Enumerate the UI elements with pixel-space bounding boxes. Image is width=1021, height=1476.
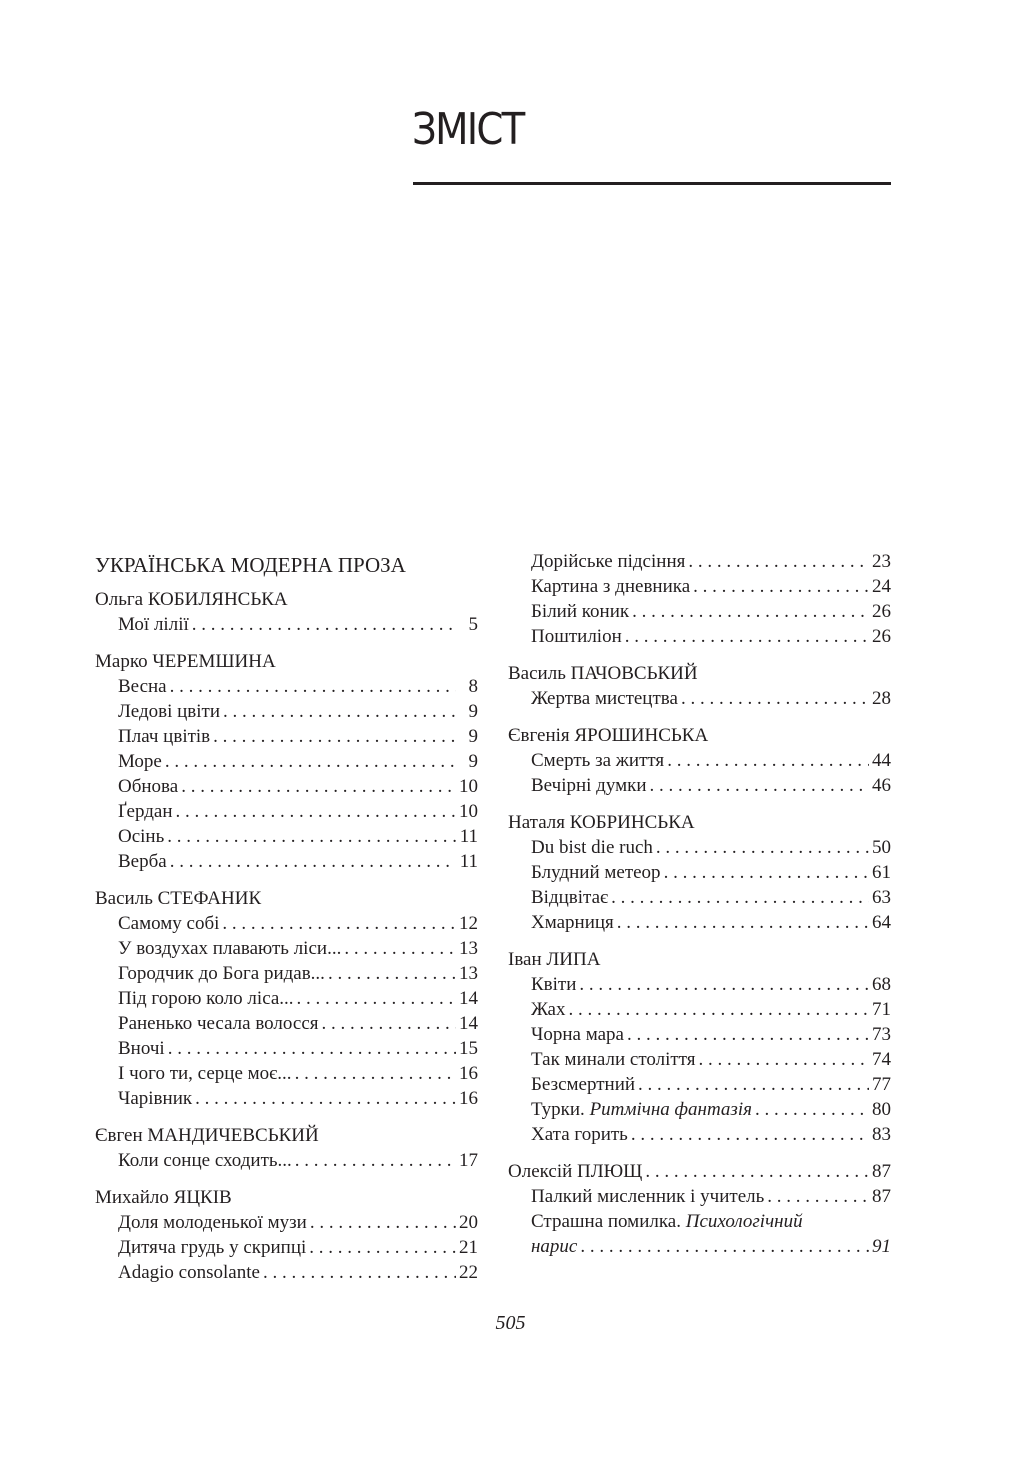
entry-page: 87	[872, 1186, 891, 1207]
entry-title	[531, 686, 678, 711]
entry-title	[118, 1086, 192, 1111]
toc-entry[interactable]	[118, 1260, 478, 1285]
author-name: Марко ЧЕРЕМШИНА	[95, 651, 276, 672]
entry-page: 74	[872, 1049, 891, 1070]
entry-title	[118, 986, 294, 1011]
dot-leader	[341, 936, 456, 961]
entry-title	[118, 911, 219, 936]
entry-title	[531, 835, 653, 860]
toc-entry[interactable]	[531, 885, 891, 910]
toc-entry[interactable]	[118, 1210, 478, 1235]
dot-leader	[164, 824, 456, 849]
entry-title-text: Дорійське підсіння	[531, 551, 686, 572]
entry-title-text: Самому собі	[118, 913, 220, 934]
section-title: УКРАЇНСЬКА МОДЕРНА ПРОЗА	[95, 553, 406, 577]
dot-leader	[628, 1122, 869, 1147]
author-group	[95, 886, 478, 1111]
entry-title	[118, 961, 325, 986]
author-group	[95, 1123, 478, 1173]
entry-page: 91	[872, 1236, 891, 1257]
entry-title	[531, 885, 608, 910]
dot-leader	[325, 961, 456, 986]
entry-page: 9	[468, 701, 478, 722]
entry-page: 22	[459, 1262, 478, 1283]
toc-entry[interactable]	[531, 835, 891, 860]
entry-page: 20	[459, 1212, 478, 1233]
entry-title-text: Білий коник	[531, 601, 630, 622]
toc-entry[interactable]	[118, 961, 478, 986]
continued-entries-group	[508, 549, 891, 649]
toc-entry[interactable]	[531, 910, 891, 935]
dot-leader	[292, 1148, 456, 1173]
toc-entry[interactable]	[531, 574, 891, 599]
dot-leader	[219, 911, 456, 936]
dot-leader	[294, 986, 456, 1011]
toc-entry[interactable]	[531, 748, 891, 773]
entry-title-text: Обнова	[118, 776, 179, 797]
toc-entry[interactable]	[118, 699, 478, 724]
entry-page: 5	[468, 614, 478, 635]
entry-page: 9	[468, 726, 478, 747]
toc-entry[interactable]	[118, 1011, 478, 1036]
entry-page: 26	[872, 601, 891, 622]
dot-leader	[678, 686, 869, 711]
entry-title	[118, 1036, 165, 1061]
entry-title	[531, 997, 565, 1022]
toc-entry[interactable]	[531, 972, 891, 997]
dot-leader	[576, 972, 869, 997]
dot-leader	[622, 624, 869, 649]
toc-entry[interactable]	[118, 911, 478, 936]
author-group	[508, 723, 891, 798]
dot-leader	[162, 749, 456, 774]
entry-title	[531, 624, 622, 649]
dot-leader	[752, 1097, 869, 1122]
toc-entry[interactable]	[118, 1061, 478, 1086]
toc-entry[interactable]	[531, 1072, 891, 1097]
entry-page: 44	[872, 750, 891, 771]
entry-title-text: Раненько чесала волосся	[118, 1013, 319, 1034]
entry-page: 13	[459, 938, 478, 959]
entry-title-text: Поштиліон	[531, 626, 622, 647]
author-group	[95, 1185, 478, 1285]
toc-entry[interactable]	[118, 612, 478, 637]
entry-subtitle: Психологічний	[685, 1211, 803, 1232]
author-name: Євген МАНДИЧЕВСЬКИЙ	[95, 1125, 319, 1146]
entry-page: 24	[872, 576, 891, 597]
dot-leader	[307, 1210, 456, 1235]
toc-entry[interactable]	[118, 986, 478, 1011]
toc-entry[interactable]	[531, 773, 891, 798]
dot-leader	[565, 997, 869, 1022]
toc-entry[interactable]	[531, 624, 891, 649]
author-name: Василь СТЕФАНИК	[95, 888, 262, 909]
author-name: Василь ПАЧОВСЬКИЙ	[508, 663, 698, 684]
dot-leader	[642, 1159, 869, 1184]
toc-entry[interactable]	[531, 1122, 891, 1147]
entry-title	[118, 724, 210, 749]
entry-title	[531, 549, 685, 574]
entry-title-text: Під горою коло ліса...	[118, 988, 294, 1009]
entry-title-text: Палкий мисленник і учитель	[531, 1186, 765, 1207]
toc-entry[interactable]	[118, 749, 478, 774]
entry-title-text: Відцвітає	[531, 887, 609, 908]
entry-title	[118, 612, 189, 637]
entry-title	[118, 1210, 307, 1235]
toc-entry[interactable]	[531, 1097, 891, 1122]
toc-entry[interactable]	[118, 774, 478, 799]
entry-title-text: Городчик до Бога ридав...	[118, 963, 325, 984]
entry-page: 9	[468, 751, 478, 772]
dot-leader	[178, 774, 456, 799]
entry-title	[531, 972, 576, 997]
toc-entry[interactable]	[531, 1184, 891, 1209]
toc-right-column	[508, 549, 891, 1271]
toc-entry-wrapped-line1[interactable]	[531, 1209, 891, 1234]
author-group	[508, 947, 891, 1147]
dot-leader	[661, 860, 869, 885]
author-name: Михайло ЯЦКІВ	[95, 1187, 232, 1208]
entry-page: 68	[872, 974, 891, 995]
dot-leader	[647, 773, 869, 798]
dot-leader	[173, 799, 456, 824]
dot-leader	[696, 1047, 870, 1072]
toc-entry[interactable]	[531, 860, 891, 885]
toc-entry[interactable]	[118, 1086, 478, 1111]
entry-title-text: Блудний метеор	[531, 862, 661, 883]
entry-title	[118, 699, 220, 724]
entry-title	[531, 1184, 764, 1209]
entry-title	[118, 674, 167, 699]
entry-title-text: Мої лілії	[118, 614, 189, 635]
toc-entry[interactable]	[118, 849, 478, 874]
entry-title	[531, 910, 614, 935]
entry-title	[118, 749, 162, 774]
entry-title	[118, 1061, 292, 1086]
entry-title-text: Дитяча грудь у скрипці	[118, 1237, 307, 1258]
entry-title	[118, 849, 167, 874]
entry-title-text: Плач цвітів	[118, 726, 211, 747]
toc-entry[interactable]	[531, 686, 891, 711]
toc-entry[interactable]	[531, 1022, 891, 1047]
entry-title-text: Турки.	[531, 1099, 585, 1120]
toc-entry[interactable]	[531, 549, 891, 574]
entry-title-text: Хмарниця	[531, 912, 614, 933]
toc-entry[interactable]	[531, 1047, 891, 1072]
entry-subtitle: нарис	[531, 1236, 578, 1257]
entry-title	[531, 1072, 635, 1097]
entry-title	[531, 1097, 752, 1122]
dot-leader	[764, 1184, 869, 1209]
author-group	[95, 587, 478, 637]
toc-entry[interactable]	[118, 724, 478, 749]
dot-leader	[624, 1022, 869, 1047]
entry-title-text: Вночі	[118, 1038, 165, 1059]
dot-leader	[192, 1086, 456, 1111]
toc-entry-wrapped-line2[interactable]	[531, 1234, 891, 1259]
author-name: Ольга КОБИЛЯНСЬКА	[95, 589, 288, 610]
entry-title	[118, 1260, 260, 1285]
entry-title	[118, 1011, 319, 1036]
dot-leader	[260, 1260, 456, 1285]
entry-page: 87	[872, 1161, 891, 1182]
entry-title	[118, 1148, 292, 1173]
entry-page: 80	[872, 1099, 891, 1120]
entry-title-text: Жертва мистецтва	[531, 688, 678, 709]
dot-leader	[653, 835, 869, 860]
entry-title	[118, 936, 341, 961]
entry-title-text: Хата горить	[531, 1124, 628, 1145]
author-name: Євгенія ЯРОШИНСЬКА	[508, 725, 709, 746]
dot-leader	[306, 1235, 456, 1260]
dot-leader	[608, 885, 869, 910]
entry-page: 61	[872, 862, 891, 883]
entry-page: 77	[872, 1074, 891, 1095]
entry-page: 10	[459, 776, 478, 797]
dot-leader	[210, 724, 456, 749]
entry-title	[531, 1022, 624, 1047]
entry-page: 11	[459, 826, 478, 847]
entry-subtitle: Ритмічна фантазія	[589, 1099, 752, 1120]
toc-entry[interactable]	[118, 1235, 478, 1260]
entry-page: 50	[872, 837, 891, 858]
dot-leader	[319, 1011, 457, 1036]
entry-title-text: І чого ти, серце моє...	[118, 1063, 292, 1084]
entry-page: 8	[468, 676, 478, 697]
author-name: Іван ЛИПА	[508, 949, 601, 970]
dot-leader	[189, 612, 456, 637]
entry-title-text: Жах	[531, 999, 566, 1020]
heading-rule	[413, 182, 891, 185]
entry-page: 12	[459, 913, 478, 934]
entry-title-text: Безсмертний	[531, 1074, 636, 1095]
entry-title	[531, 1122, 628, 1147]
entry-title-text: Чарівник	[118, 1088, 193, 1109]
toc-entry[interactable]	[531, 599, 891, 624]
page-number: 505	[495, 1312, 526, 1334]
dot-leader	[629, 599, 869, 624]
dot-leader	[577, 1234, 869, 1259]
entry-page: 13	[459, 963, 478, 984]
dot-leader	[690, 574, 869, 599]
dot-leader	[165, 1036, 456, 1061]
entry-page: 11	[459, 851, 478, 872]
entry-page: 14	[459, 1013, 478, 1034]
entry-title	[531, 860, 661, 885]
entry-page: 10	[459, 801, 478, 822]
dot-leader	[664, 748, 869, 773]
dot-leader	[220, 699, 456, 724]
entry-page: 16	[459, 1088, 478, 1109]
author-name: Олексій ПЛЮЩ	[508, 1161, 643, 1182]
entry-title-text: Ґердан	[118, 801, 173, 822]
entry-title	[531, 599, 629, 624]
entry-page: 71	[872, 999, 891, 1020]
entry-title-text: Квіти	[531, 974, 577, 995]
page-heading: ЗМІСТ	[412, 104, 524, 155]
author-name: Наталя КОБРИНСЬКА	[508, 812, 695, 833]
entry-title-text: Вечірні думки	[531, 775, 647, 796]
entry-title	[531, 773, 647, 798]
entry-title-text: Море	[118, 751, 162, 772]
entry-page: 63	[872, 887, 891, 908]
author-group	[508, 1159, 891, 1259]
entry-title-text: Коли сонце сходить...	[118, 1150, 292, 1171]
dot-leader	[614, 910, 869, 935]
entry-title-text: Du bist die ruch	[531, 837, 653, 858]
entry-page: 17	[459, 1150, 478, 1171]
author-group	[95, 649, 478, 874]
toc-entry[interactable]	[118, 674, 478, 699]
entry-title	[118, 1235, 306, 1260]
dot-leader	[167, 849, 456, 874]
toc-entry[interactable]	[118, 824, 478, 849]
entry-page: 64	[872, 912, 891, 933]
author-group	[508, 661, 891, 711]
entry-title	[531, 748, 664, 773]
entry-title-text: Ледові цвіти	[118, 701, 220, 722]
dot-leader	[167, 674, 456, 699]
entry-title-text: Смерть за життя	[531, 750, 665, 771]
entry-title-text: Осінь	[118, 826, 165, 847]
entry-title-text: Adagio consolante	[118, 1262, 260, 1283]
entry-title-text: Картина з дневника	[531, 576, 691, 597]
author-group	[508, 810, 891, 935]
toc-entry[interactable]	[531, 997, 891, 1022]
entry-page: 23	[872, 551, 891, 572]
entry-title-text: Весна	[118, 676, 167, 697]
entry-page: 15	[459, 1038, 478, 1059]
entry-page: 83	[872, 1124, 891, 1145]
entry-title	[118, 774, 178, 799]
toc-entry[interactable]	[118, 1036, 478, 1061]
toc-left-column	[95, 549, 478, 1297]
entry-title-text: Чорна мара	[531, 1024, 624, 1045]
author-entry[interactable]	[508, 1159, 891, 1184]
entry-page: 16	[459, 1063, 478, 1084]
entry-title	[531, 1047, 696, 1072]
dot-leader	[685, 549, 869, 574]
toc-entry[interactable]	[118, 799, 478, 824]
entry-page: 14	[459, 988, 478, 1009]
entry-title-text: Доля молоденької музи	[118, 1212, 307, 1233]
dot-leader	[635, 1072, 869, 1097]
entry-page: 73	[872, 1024, 891, 1045]
entry-title-text: Так минали століття	[531, 1049, 696, 1070]
entry-page: 26	[872, 626, 891, 647]
entry-page: 21	[459, 1237, 478, 1258]
entry-title	[531, 574, 690, 599]
entry-title-text: Страшна помилка.	[531, 1211, 681, 1232]
dot-leader	[292, 1061, 456, 1086]
toc-entry[interactable]	[118, 936, 478, 961]
entry-page: 28	[872, 688, 891, 709]
entry-title	[118, 799, 173, 824]
toc-entry[interactable]	[118, 1148, 478, 1173]
entry-title	[118, 824, 164, 849]
entry-title-text: У воздухах плавають ліси...	[118, 938, 342, 959]
entry-page: 46	[872, 775, 891, 796]
entry-title-text: Верба	[118, 851, 167, 872]
